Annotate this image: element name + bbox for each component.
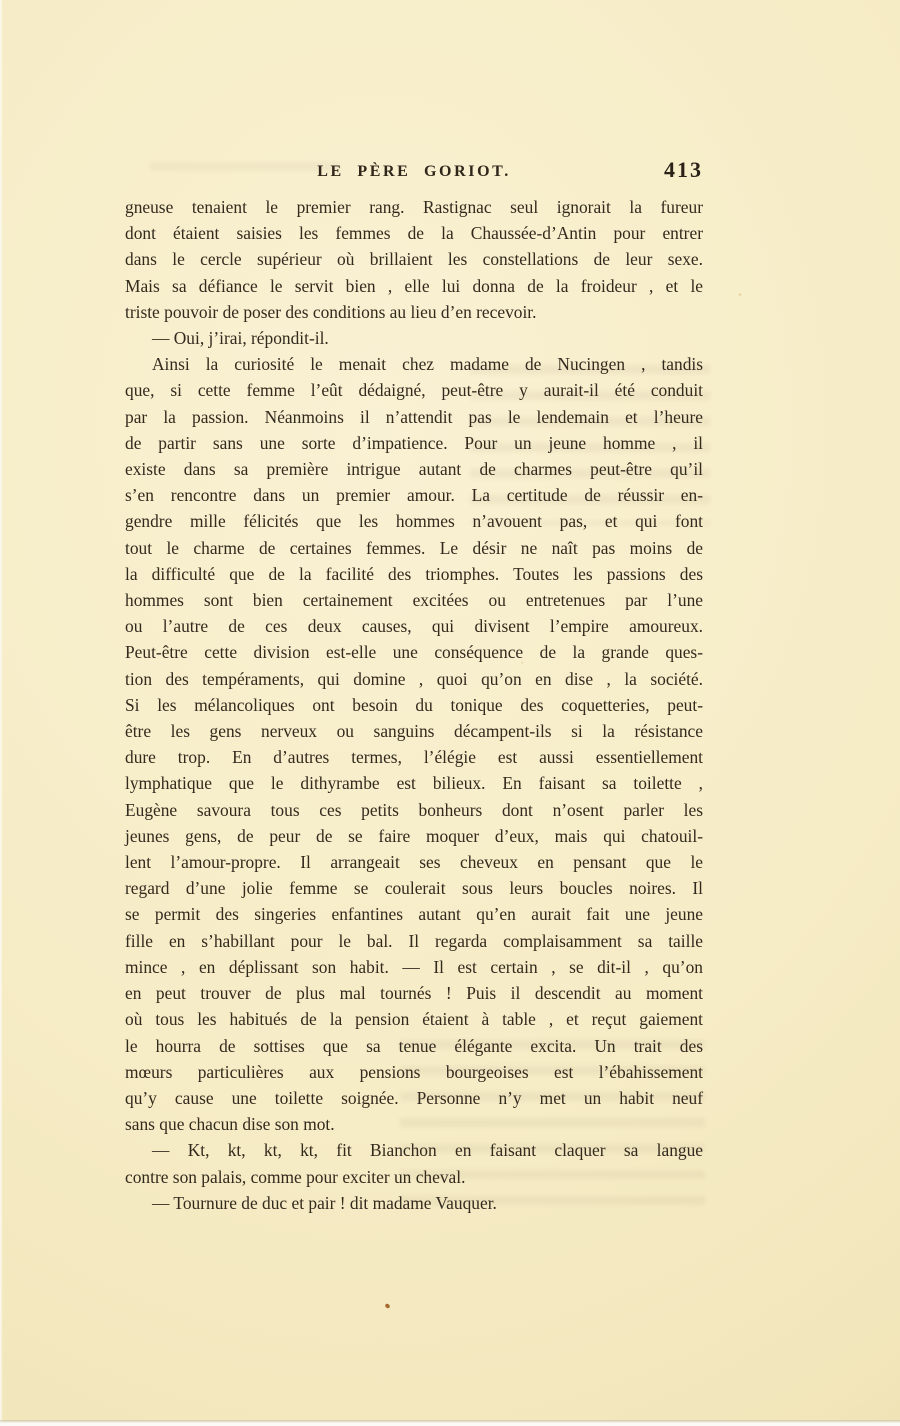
text-line: le hourra de sottises que sa tenue élégante excita. Un trait des [125,1035,703,1056]
text-line: regard d’une jolie femme se coulerait sous leurs boucles noires. Il [125,878,703,899]
text-line: en peut trouver de plus mal tournés ! Puis il descendit au moment [125,983,703,1004]
paragraph-continuation [125,194,703,325]
text-line: ou l’autre de ces deux causes, qui divisent l’empire amoureux. [125,616,703,637]
text-line: être les gens nerveux ou sanguins décampent-ils si la résistance [125,721,703,742]
text-block [125,194,703,1216]
text-line: tion des tempéraments, qui domine , quoi qu’on en dise , la société. [125,668,703,689]
text-line: lent l’amour-propre. Il arrangeait ses cheveux en pensant que le [125,852,703,873]
text-line: sans que chacun dise son mot. [125,1114,335,1135]
page-header [125,157,703,188]
text-line: lymphatique que le dithyrambe est bilieux. En faisant sa toilette , [125,773,703,794]
text-line: Ainsi la curiosité le menait chez madame de Nucingen , tandis [152,354,703,375]
text-line: — Tournure de duc et pair ! dit madame Vauquer. [152,1192,497,1213]
dialogue-oui [125,325,703,351]
text-line: Peut-être cette division est-elle une conséquence de la grande ques- [125,642,703,663]
text-line: par la passion. Néanmoins il n’attendit pas le lendemain et l’heure [125,406,703,427]
text-line: s’en rencontre dans un premier amour. La certitude de réussir en- [125,485,703,506]
scan-edge-left [0,0,3,1426]
text-line: — Kt, kt, kt, kt, fit Bianchon en faisant claquer sa langue [152,1140,703,1161]
page-number: 413 [664,157,703,182]
text-line: qu’y cause une toilette soignée. Personne n’y met un habit neuf [125,1087,703,1108]
text-line: triste pouvoir de poser des conditions au lieu d’en recevoir. [125,301,537,322]
text-line: jeunes gens, de peur de se faire moquer d’eux, mais qui chatouil- [125,825,703,846]
text-line: dans le cercle supérieur où brillaient les constellations de leur sexe. [125,249,703,270]
text-line: où tous les habitués de la pension étaient à table , et reçut gaiement [125,1009,703,1030]
text-line: mœurs particulières aux pensions bourgeoises est l’ébahissement [125,1061,703,1082]
text-line: tout le charme de certaines femmes. Le désir ne naît pas moins de [125,537,703,558]
dialogue-vauquer [125,1190,703,1216]
text-line: Mais sa défiance le servit bien , elle lui donna de la froideur , et le [125,275,703,296]
text-line: Si les mélancoliques ont besoin du tonique des coquetteries, peut- [125,694,703,715]
text-line: fille en s’habillant pour le bal. Il regarda complaisamment sa taille [125,930,703,951]
text-line: de partir sans une sorte d’impatience. Pour un jeune homme , il [125,432,703,453]
paragraph-ainsi [125,351,703,1137]
text-line: hommes sont bien certainement excitées ou entretenues par l’une [125,590,703,611]
text-line: gneuse tenaient le premier rang. Rastignac seul ignorait la fureur [125,197,703,217]
text-line: contre son palais, comme pour exciter un cheval. [125,1166,466,1187]
text-line: — Oui, j’irai, répondit-il. [152,328,329,349]
running-title: LE PÈRE GORIOT. [317,163,511,180]
dialogue-bianchon [125,1137,703,1189]
text-line: Eugène savoura tous ces petits bonheurs dont n’osent parler les [125,799,703,820]
text-line: dont étaient saisies les femmes de la Chaussée-d’Antin pour entrer [125,223,703,244]
text-line: existe dans sa première intrigue autant de charmes peut-être qu’il [125,459,703,480]
text-line: la difficulté que de la facilité des triomphes. Toutes les passions des [125,563,703,584]
text-line: que, si cette femme l’eût dédaigné, peut-être y aurait-il été conduit [125,380,703,401]
text-line: dure trop. En d’autres termes, l’élégie est aussi essentiellement [125,747,703,768]
scan-edge-bottom [0,1420,900,1426]
text-line: mince , en déplissant son habit. — Il est certain , se dit-il , qu’on [125,956,703,977]
text-line: gendre mille félicités que les hommes n’avouent pas, et qui font [125,511,703,532]
paper-speck [384,1303,390,1309]
text-line: se permit des singeries enfantines autant qu’en aurait fait une jeune [125,904,703,925]
